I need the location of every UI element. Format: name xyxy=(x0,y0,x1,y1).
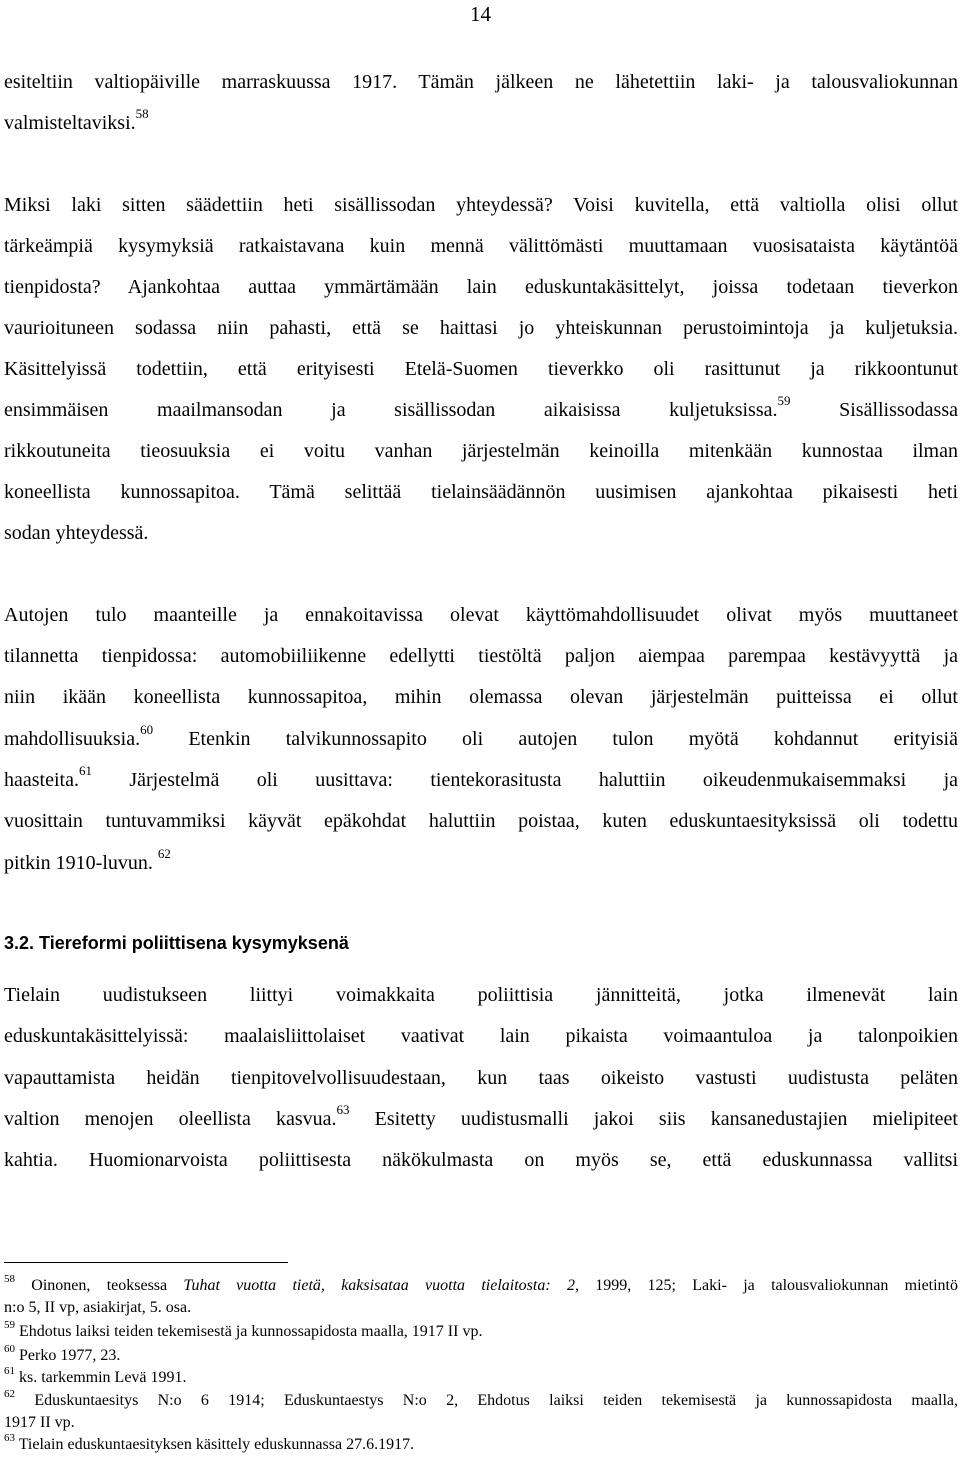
line-text: eduskuntakäsittelyissä: maalaisliittolaiset vaativat lain pikaista voimaantuloa ja talonpoikien xyxy=(4,1025,958,1047)
footnote xyxy=(4,1413,958,1433)
footnote xyxy=(4,1273,959,1296)
line-text: tienpidosta? Ajankohtaa auttaa ymmärtämään lain eduskuntakäsittelyt, joissa todetaan tieverkon xyxy=(4,276,958,298)
line-text: vuosittain tuntuvammiksi käyvät epäkohdat haluttiin poistaa, kuten eduskuntaesityksissä oli todettu xyxy=(4,810,958,832)
line-text: haasteita. xyxy=(4,769,79,791)
footnote xyxy=(4,1298,958,1318)
footnote-number: 61 xyxy=(4,1365,15,1377)
line-text: esiteltiin valtiopäiville marraskuussa 1917. Tämän jälkeen ne lähetettiin laki- ja talousvaliokunnan xyxy=(4,71,958,93)
footnote-ref[interactable]: 63 xyxy=(336,1102,350,1117)
line-text: mahdollisuuksia. xyxy=(4,728,141,750)
footnote-ref[interactable]: 59 xyxy=(777,393,791,408)
footnote xyxy=(4,1343,958,1366)
body-line xyxy=(4,763,958,792)
line-text: Käsittelyissä todettiin, että erityisesti Etelä-Suomen tieverkko oli rasittunut ja rikkoontunut xyxy=(4,358,958,380)
footnote-text: Oinonen, teoksessa xyxy=(31,1277,184,1294)
footnote-number: 63 xyxy=(4,1432,15,1444)
body-line xyxy=(4,846,958,875)
footnote-ref[interactable]: 61 xyxy=(78,763,92,778)
line-text: Tielain uudistukseen liittyi voimakkaita poliittisia jännitteitä, jotka ilmenevät lain xyxy=(4,984,958,1006)
body-line xyxy=(4,983,958,1007)
footnote xyxy=(4,1432,958,1455)
body-line xyxy=(4,1066,958,1090)
footnote-text: Perko 1977, 23. xyxy=(19,1347,121,1364)
footnote-text: Eduskuntaesitys N:o 6 1914; Eduskuntaestys N:o 2, Ehdotus laiksi teiden tekemisestä ja kunnossapidosta maalla, xyxy=(34,1392,959,1409)
section-heading: 3.2. Tiereformi poliittisena kysymyksenä xyxy=(4,933,349,953)
line-text: vapauttamista heidän tienpitovelvollisuudestaan, kun taas oikeisto vastusti uudistusta peläten xyxy=(4,1067,958,1089)
footnote-text: 1917 II vp. xyxy=(4,1414,75,1431)
footnote-text: ks. tarkemmin Levä 1991. xyxy=(19,1369,187,1386)
footnote xyxy=(4,1388,959,1411)
body-line xyxy=(4,644,958,668)
line-text: niin ikään koneellista kunnossapitoa, mihin olemassa olevan järjestelmän puitteissa ei ollut xyxy=(4,686,958,708)
body-line xyxy=(4,393,959,422)
footnote xyxy=(4,1365,958,1388)
line-text: rikkoutuneita tieosuuksia ei voitu vanhan järjestelmän keinoilla mitenkään kunnostaa ilman xyxy=(4,440,958,462)
body-line xyxy=(4,521,958,545)
body-line xyxy=(4,480,958,504)
footnote xyxy=(4,1319,958,1342)
body-line xyxy=(4,316,958,340)
body-line xyxy=(4,722,958,751)
body-line xyxy=(4,357,958,381)
body-line xyxy=(4,234,958,258)
line-text: vaurioituneen sodassa niin pahasti, että se haittasi jo yhteiskunnan perustoimintoja ja kuljetuksia. xyxy=(4,317,958,339)
footnote-number: 59 xyxy=(4,1319,15,1331)
footnote-ref[interactable]: 62 xyxy=(157,846,171,861)
line-text: kahtia. Huomionarvoista poliittisesta näkökulmasta on myös se, että eduskunnassa vallitsi xyxy=(4,1149,958,1171)
footnote-number: 62 xyxy=(4,1388,15,1400)
body-line xyxy=(4,1024,958,1048)
body-line xyxy=(4,685,958,709)
footnote-text: Ehdotus laiksi teiden tekemisestä ja kunnossapidosta maalla, 1917 II vp. xyxy=(19,1323,483,1340)
footnote-text: 1999, 125; Laki- ja talousvaliokunnan mietintö xyxy=(578,1277,959,1294)
line-text: Järjestelmä oli uusittava: tientekorasitusta haluttiin oikeudenmukaisemmaksi ja xyxy=(91,769,958,791)
footnote-number: 58 xyxy=(4,1273,15,1285)
line-text: Sisällissodassa xyxy=(790,399,959,421)
line-text: Autojen tulo maanteille ja ennakoitavissa olevat käyttömahdollisuudet olivat myös muuttaneet xyxy=(4,604,958,626)
body-line xyxy=(4,1102,958,1131)
footnote-ref[interactable]: 58 xyxy=(135,106,149,121)
line-text: valmisteltaviksi. xyxy=(4,112,136,134)
footnote-title: Tuhat vuotta tietä, kaksisataa vuotta tielaitosta: 2, xyxy=(183,1277,579,1294)
line-text: tärkeämpiä kysymyksiä ratkaistavana kuin mennä välittömästi muuttamaan vuosisataista käytäntöä xyxy=(4,235,958,257)
body-line xyxy=(4,106,958,135)
line-text: Etenkin talvikunnossapito oli autojen tulon myötä kohdannut erityisiä xyxy=(153,728,958,750)
body-line xyxy=(4,70,958,94)
line-text: Miksi laki sitten säädettiin heti sisällissodan yhteydessä? Voisi kuvitella, että valtiolla olisi ollut xyxy=(4,194,958,216)
line-text: Esitetty uudistusmalli jakoi siis kansanedustajien mielipiteet xyxy=(349,1108,958,1130)
body-line xyxy=(4,809,958,833)
line-text: koneellista kunnossapitoa. Tämä selittää tielainsäädännön uusimisen ajankohtaa pikaisesti heti xyxy=(4,481,958,503)
body-line xyxy=(4,439,958,463)
page-number: 14 xyxy=(470,2,491,26)
footnote-ref[interactable]: 60 xyxy=(140,722,154,737)
line-text: pitkin 1910-luvun. xyxy=(4,852,153,874)
line-text: sodan yhteydessä. xyxy=(4,522,149,544)
line-text: valtion menojen oleellista kasvua. xyxy=(4,1108,337,1130)
body-line xyxy=(4,603,958,627)
body-line xyxy=(4,1148,958,1172)
footnote-text: Tielain eduskuntaesityksen käsittely eduskunnassa 27.6.1917. xyxy=(18,1436,415,1453)
body-line xyxy=(4,193,958,217)
line-text: tilannetta tienpidossa: automobiiliikenne edellytti tiestöltä paljon aiempaa parempaa kestävyyttä ja xyxy=(4,645,958,667)
footnote-text: n:o 5, II vp, asiakirjat, 5. osa. xyxy=(4,1299,192,1316)
line-text: ensimmäisen maailmansodan ja sisällissodan aikaisissa kuljetuksissa. xyxy=(4,399,778,421)
body-line xyxy=(4,275,958,299)
footnote-number: 60 xyxy=(4,1343,15,1355)
footnote-divider xyxy=(4,1262,288,1263)
